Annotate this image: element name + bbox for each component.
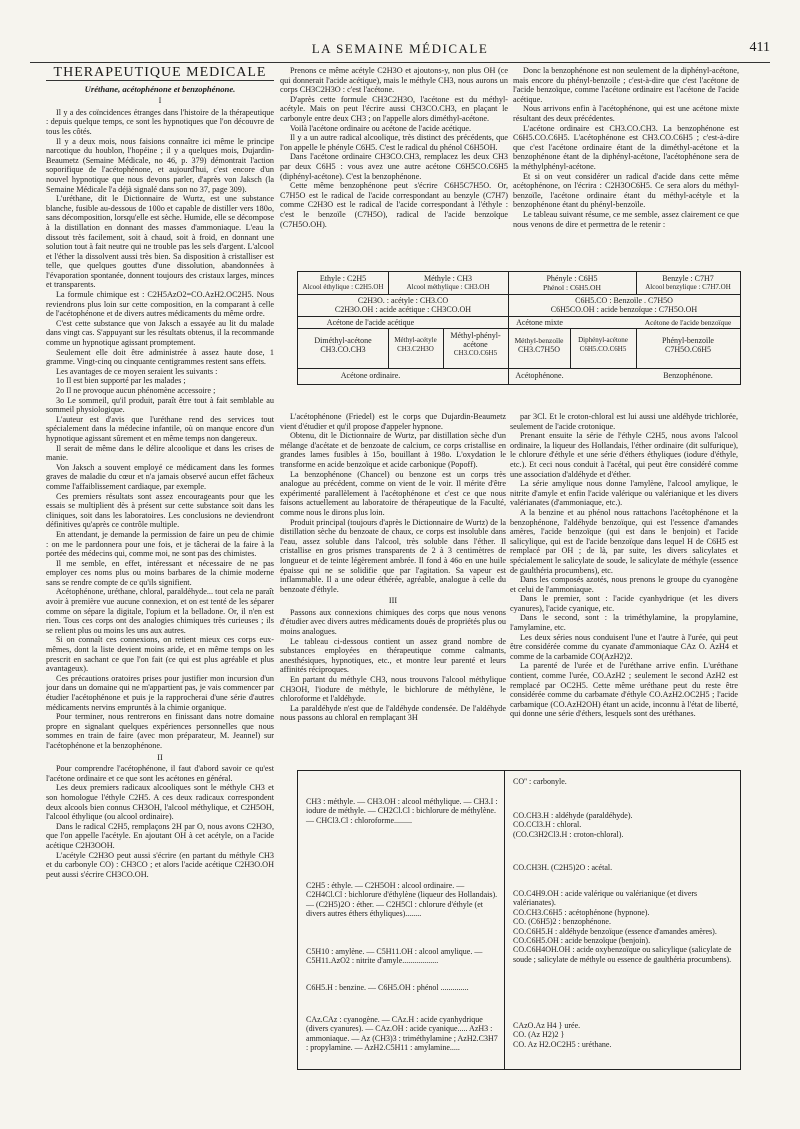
paragraph: Les avantages de ce moyen seraient les suivants : bbox=[56, 366, 218, 376]
paragraph: L'acétone ordinaire est CH3.CO.CH3. La benzophénone est C6H5.CO.C6H5. L'acétophénone est CH3.CO.C6H5 ; c'est-à-dire que c'est l'acétone ordinaire étant de la diméthyl-acétone et la benzophénone étant de la diphényl-acétone, l'acétophénone sera de la méthylphényl-acétone. bbox=[513, 123, 739, 171]
paragraph: La série amylique nous donne l'amylène, l'alcool amylique, le nitrite d'amyle et enfin l'acide valérique ou valérianique et les divers valérianates (d'ammoniaque, etc.). bbox=[510, 479, 738, 508]
page-number: 411 bbox=[749, 40, 770, 55]
paragraph: Dans le radical C2H5, remplaçons 2H par O, nous avons C2H3O, que l'on appelle l'acétyle. En ajoutant OH à cet acétyle, on a l'acide acétique C2H3OOH. bbox=[46, 821, 274, 850]
paragraph-group bbox=[280, 412, 506, 594]
table-cell: C7H5O.C6H5 bbox=[664, 345, 711, 354]
paragraph: Seulement elle doit être administrée à assez haute dose, 1 gramme. Vingt-cinq ou cinquante centigrammes restent sans effets. bbox=[46, 347, 274, 367]
table-cell: Phényle : C6H5 bbox=[546, 274, 598, 283]
journal-title: LA SEMAINE MÉDICALE bbox=[311, 41, 489, 56]
table-right-half bbox=[505, 771, 740, 1069]
paragraph: Les deux séries nous conduisent l'une et l'autre à l'urée, qui peut être considérée comme du cyanate d'ammoniaque CAz O. AzH4 et comme de la carbamide CO(AzH2)2. bbox=[510, 632, 738, 661]
table-cell: Acétone de l'acide acétique bbox=[326, 318, 415, 327]
paragraph: Il me semble, en effet, intéressant et nécessaire de ne pas employer ces noms plus ou moins barbares de la chimie moderne sans se rendre compte de ce qu'ils signifient. bbox=[46, 558, 274, 587]
table-cell: CH3.CO.C6H5 bbox=[453, 349, 498, 357]
column-middle-bottom bbox=[280, 412, 506, 768]
table-cell: Benzophénone. bbox=[663, 371, 713, 380]
compound-relations-table bbox=[297, 770, 741, 1070]
paragraph: Le tableau suivant résume, ce me semble, assez clairement ce que nous venons de dire et permettra de le retenir : bbox=[513, 209, 739, 229]
paragraph: Dans les composés azotés, nous prenons le groupe du cyanogène et celui de l'ammoniaque. bbox=[510, 575, 738, 594]
paragraph: par 3Cl. Et le croton-chloral est lui aussi une aldéhyde trichlorée, seulement de l'acide crotonique. bbox=[510, 412, 738, 431]
paragraph: Cette même benzophénone peut s'écrire C6H5C7H5O. Or, C7H5O est le radical de l'acide correspondant au benzyle (C7H7) comme C2H3O est le radical de l'acide correspondant à l'éthyle : c'est le benzoïle (C7H5O), radical de l'acide benzoïque (C7H5O.OH). bbox=[280, 181, 508, 229]
paragraph-group bbox=[513, 66, 739, 229]
paragraph: Voilà l'acétone ordinaire ou acétone de l'acide acétique. bbox=[290, 123, 472, 133]
section-number: I bbox=[158, 96, 162, 106]
paragraph: Passons aux connexions chimiques des corps que nous venons d'étudier avec divers autres médicaments doués de propriétés plus ou moins analogues. bbox=[280, 607, 506, 637]
table-cell: Phénol : C6H5.OH bbox=[542, 283, 601, 292]
paragraph: Donc la benzophénone est non seulement de la diphényl-acétone, mais encore du phényl-benzoïle ; c'est-à-dire que c'est l'acétone de l'acide benzoïque, comme l'acétone ordinaire est l'acétone de l'acide acétique. bbox=[513, 66, 739, 104]
table-cell: Alcool méthylique : CH3.OH bbox=[406, 283, 490, 291]
table-entry: C6H5.H : benzine. — C6H5.OH : phénol .............. bbox=[306, 983, 469, 992]
paragraph: Ces premiers résultats sont assez encourageants pour que les essais se multiplient dès à présent sur cette substance soit dans les cliniques, soit dans les laboratoires. Les conclusions ne deviendront définitives qu'après ce contrôle multiple. bbox=[46, 491, 274, 530]
column-left bbox=[46, 66, 274, 1100]
page-header bbox=[30, 40, 770, 63]
table-entry: CH3 : méthyle. — CH3.OH : alcool méthylique. — CH3.I : iodure de méthyle. — CH2Cl.Cl : bichlorure de méthylène. — CHCl3.Cl : chloroforme......... bbox=[306, 797, 498, 825]
article-subtitle: Uréthane, acétophénone et benzophénone. bbox=[84, 83, 236, 94]
table-cell: Méthyle : CH3 bbox=[424, 274, 472, 283]
paragraph: L'auteur est d'avis que l'uréthane rend des services tout spécialement dans la médecine infantile, où on manque encore d'un hypnotique agissant sûrement et en même temps non dangereux. bbox=[46, 414, 274, 443]
table-rule bbox=[298, 294, 740, 295]
table-rule bbox=[298, 368, 740, 369]
paragraph: La formule chimique est : C2H5AzO2=CO.AzH2.OC2H5. Nous reviendrons plus loin sur cette composition, en la comparant à celle de l'acétophénone et de divers autres médicaments du même ordre. bbox=[46, 290, 274, 319]
paragraph: La paraldéhyde n'est que de l'aldéhyde condensée. De l'aldéhyde nous passons au chloral en remplaçant 3H bbox=[280, 703, 506, 723]
table-cell: Acétone de l'acide benzoïque bbox=[644, 318, 732, 327]
acetone-summary-table bbox=[297, 271, 741, 385]
paragraph: Nous arrivons enfin à l'acétophénone, qui est une acétone mixte résultant des deux précédentes. bbox=[513, 104, 739, 123]
paragraph-group bbox=[46, 108, 274, 751]
paragraph: Si on connaît ces connexions, on retient mieux ces corps eux-mêmes, dont la liste devient moins aride, et en même temps on les prescrit en sachant ce que l'on fait (ce qui est plus agréable et plus avantageux). bbox=[46, 635, 274, 674]
table-cell: Acétophénone. bbox=[515, 371, 564, 380]
paragraph: Dans le premier, sont : l'acide cyanhydrique (et les divers cyanures), l'acide cyanique, etc. bbox=[510, 594, 738, 613]
table-cell: Méthyl-benzoïle bbox=[514, 336, 564, 345]
table-entry: CO'' : carbonyle. bbox=[513, 777, 567, 786]
table-rule bbox=[298, 328, 740, 329]
section-title: THÉRAPEUTIQUE MÉDICALE bbox=[46, 68, 274, 81]
paragraph: Pour terminer, nous rentrerons en finissant dans notre domaine propre en signalant quelques expériences personnelles que nous sommes en train de faire (avec mon préparateur, M. Jeannel) sur l'acétophénone et la benzophénone. bbox=[46, 712, 274, 750]
paragraph: L'acétophénone (Friedel) est le corps que Dujardin-Beaumetz vient d'étudier et qu'il propose d'appeler hypnone. bbox=[280, 412, 506, 431]
table-entry: C2H5 : éthyle. — C2H5OH : alcool ordinaire. — C2H4Cl.Cl : bichlorure d'éthylène (liqueur des Hollandais). — (C2H5)2O : éther. — C2H5Cl : chlorure d'éthyle (et divers autres éthers éthyliques)........ bbox=[306, 881, 498, 919]
paragraph: Von Jaksch a souvent employé ce médicament dans les formes graves de maladie du cœur et n'a jamais observé aucun effet fâcheux comme l'affaiblissement cardiaque, par exemple. bbox=[46, 462, 274, 491]
paragraph-group bbox=[280, 66, 508, 229]
paragraph: D'après cette formule CH3C2H3O, l'acétone est du méthyl-acétyle. Mais on peut l'écrire aussi CH3CO.CH3, en plaçant le carbonyle entre deux CH3 ; on l'appelle alors diméthyl-acétone. bbox=[280, 94, 508, 123]
table-cell: Acétone ordinaire. bbox=[340, 371, 401, 380]
paragraph: Ces précautions oratoires prises pour justifier mon incursion d'un jour dans un domaine qui ne m'appartient pas, je vais commencer par étudier l'acétophénone et puis je la rapprocherai d'une série d'autres médicaments nervins empruntés à la chimie organique. bbox=[46, 673, 274, 712]
paragraph: L'acétyle C2H3O peut aussi s'écrire (en partant du méthyle CH3 et du carbonyle CO) : CH3CO ; et alors l'acide acétique C2H3O.OH peut aussi s'écrire CH3CO.OH. bbox=[46, 850, 274, 879]
paragraph-group bbox=[510, 412, 738, 719]
paragraph: A la benzine et au phénol nous rattachons l'acétophénone et la benzophénone, l'aldéhyde benzoïque, qui est l'essence d'amandes amères, l'acide benzoïque (qui est dans le benjoin) et l'acide salicylique, qui est de l'acide benzoïque dans lequel H de C6H5 est remplacé par OH ; de là, par suite, les divers salicylates et spécialement le salicylate de soude, le salicylate de méthyle (essence de gaulthéria procumbens), etc. bbox=[510, 507, 738, 575]
table-cell: C2H3O.OH : acide acétique : CH3CO.OH bbox=[334, 305, 472, 314]
table-cell: Ethyle : C2H5 bbox=[319, 274, 367, 283]
paragraph: Acétophénone, uréthane, chloral, paraldéhyde... tout cela ne paraît avoir à première vue aucune connexion, et on est tenté de les séparer comme on sépare la digitale, l'opium et la belladone. Or, il n'en est rien. Tous ces corps ont des analogies chimiques très curieuses ; ils se relient plus ou moins les uns aux autres. bbox=[46, 587, 274, 635]
paragraph: La benzophénone (Chancel) ou benzone est un corps très analogue au précédent, comme on vient de le voir. Il mérite d'être expérimenté parallèlement à l'acétophénone et c'est ce que nous faisons actuellement au laboratoire de thérapeutique de la Faculté, comme nous le dirons plus loin. bbox=[280, 469, 506, 517]
table-entry: CO.CH3.H : aldéhyde (paraldéhyde). CO.CCl3.H : chloral. (CO.C3H2Cl3.H : croton-chloral). bbox=[513, 811, 633, 839]
table-cell: Diphényl-acétone bbox=[578, 336, 628, 344]
paragraph: 3o Le sommeil, qu'il produit, paraît être tout à fait semblable au sommeil physiologique. bbox=[46, 395, 274, 415]
paragraph: En partant du méthyle CH3, nous trouvons l'alcool méthylique CH3OH, l'iodure de méthyle, le bichlorure de méthylène, le chloroforme et l'aldéhyde. bbox=[280, 675, 506, 704]
paragraph: Produit principal (toujours d'après le Dictionnaire de Wurtz) de la distillation sèche du benzoate de chaux, ce corps est insoluble dans l'eau, assez soluble dans l'alcool, très soluble dans l'éther. Il cristallise en gros prismes transparents de 2 à 3 centimètres de longueur et de teinte légèrement ambrée. Il fond à 46o en une huile épaisse qui ne se solidifie que par l'agitation. Sa vapeur est inflammable. Il a une odeur éthérée, agréable, analogue à celle du benzoate d'éthyle. bbox=[280, 517, 506, 594]
paragraph: C'est cette substance que von Jaksch a essayée au lit du malade dans vingt cas. S'appuyant sur les résultats obtenus, il la recommande comme un hypnotique agissant promptement. bbox=[46, 318, 274, 348]
section-number: II bbox=[157, 752, 163, 762]
paragraph: Et si on veut considérer un radical d'acide dans cette même acétophénone, on l'écrira : C2H3OC6H5. Ce sera alors du méthyl-benzoïle, l'acétone ordinaire étant du méthyl-acétyle et la benzophénone étant du phényl-benzoïle. bbox=[513, 171, 739, 210]
paragraph: L'uréthane, dit le Dictionnaire de Wurtz, est une substance blanche, fusible au-dessous de 100o et capable de distiller vers 180o, sans décomposition, lorsqu'elle est sèche. Humide, elle se décompose à la distillation en donnant des masses d'ammoniaque. L'eau la dissout très facilement, soit à chaud, soit à froid, en donnant une solution tout à fait neutre qui ne trouble pas les sels d'argent. L'alcool et l'éther la dissolvent aussi très bien. Sa disposition à cristalliser est telle, que quelques gouttes d'une dissolution, abandonnées à l'évaporation spontanée, donnent toujours des cristaux larges, minces et transparents. bbox=[46, 194, 274, 290]
table-cell: C6H5CO.OH : acide benzoïque : C7H5O.OH bbox=[550, 305, 698, 314]
table-cell: acétone bbox=[463, 340, 488, 349]
paragraph: La parenté de l'urée et de l'uréthane arrive enfin. L'uréthane contient, comme l'urée, CO.AzH2 ; seulement le second AzH2 est remplacé par OC2H5. Cette même uréthane peut du reste être considérée comme du carbamate d'éthyle CO.AzH2.OC2H5 ; l'acide carbamique (CO.AzH2OH) étant un acide, inconnu à l'état de liberté, qui donne une série d'éthers, lesquels sont des uréthanes. bbox=[510, 661, 738, 719]
table-cell: Diméthyl-acétone bbox=[314, 336, 372, 345]
table-cell: Méthyl-acétyle bbox=[394, 336, 437, 344]
table-cell: C6H5.CO.C6H5 bbox=[579, 345, 627, 353]
table-cell: CH3.C7H5O bbox=[517, 345, 560, 354]
table-cell: C6H5.CO : Benzoïle . C7H5O bbox=[575, 296, 673, 305]
table-cell: C2H3O. : acétyle : CH3.CO bbox=[357, 296, 449, 305]
table-entry: CAzO.Az H4 } urée. CO. (Az H2)2 } CO. Az H2.OC2H5 : uréthane. bbox=[513, 1021, 612, 1049]
paragraph-group bbox=[46, 764, 274, 879]
paragraph: 2o Il ne provoque aucun phénomène accessoire ; bbox=[56, 386, 216, 395]
table-entry: C5H10 : amylène. — C5H11.OH : alcool amylique. — C5H11.AzO2 : nitrite d'amyle.................. bbox=[306, 947, 483, 966]
table-left-half bbox=[298, 771, 505, 1069]
paragraph: Obtenu, dit le Dictionnaire de Wurtz, par distillation sèche d'un mélange d'acétate et de benzoate de calcium, ce corps cristallise en grandes lames fusibles à 15o, bouillant à 198o. L'oxydation le transforme en acide benzoïque et acide carbonique (Popoff). bbox=[280, 431, 506, 469]
table-cell: CH3.CO.CH3 bbox=[320, 345, 366, 354]
paragraph: En attendant, je demande la permission de faire un peu de chimie : on me le pardonnera pour une fois, et je tâcherai de la faire à la portée des médecins qui, comme moi, ne sont pas des chimistes. bbox=[46, 529, 274, 559]
paragraph: Il y a deux mois, nous faisions connaître ici même le principe narcotique du houblon, l'hopéine ; il y a quelques mois, Dujardin-Beaumetz (Semaine Médicale, no 46, p. 379) démontrait l'action soporifique de l'acétophénone, et aujourd'hui, c'est encore d'un nouvel hypnotique que nous devons parler, d'après von Jaksch (la Semaine Médicale l'a déjà signalé dans son no 37, page 309). bbox=[46, 136, 274, 194]
paragraph-group bbox=[280, 608, 506, 723]
table-entry: CAz.CAz : cyanogène. — CAz.H : acide cyanhydrique (divers cyanures). — CAz.OH : acide cyanique..... AzH3 : ammoniaque. — Az (CH3)3 : triméthylamine ; AzH2.C3H7 : propylamine. — AzH2.C5H11 : amylamine..... bbox=[306, 1015, 498, 1053]
table-cell: Phényl-benzoïle bbox=[662, 336, 714, 345]
table-entry: CO.C4H9.OH : acide valérique ou valérianique (et divers valérianates). CO.CH3.C6H5 : acétophénone (hypnone). CO. (C6H5)2 : benzophénone. CO.C6H5.H : aldéhyde benzoïque (essence d'amandes amères). CO.C6H5.OH : acide benzoïque (benjoin). CO.C6H4OH.OH : acide oxybenzoïque ou salicylique (salicylate de soude ; salicylate de méthyle ou essence de gaulthéria procumbens). bbox=[513, 889, 732, 964]
section-number: III bbox=[388, 596, 398, 606]
table-rule bbox=[298, 316, 740, 317]
paragraph: 1o Il est bien supporté par les malades ; bbox=[56, 376, 186, 386]
table-cell: CH3.C2H3O bbox=[397, 345, 434, 353]
paragraph: Dans le second, sont : la triméthylamine, la propylamine, l'amylamine, etc. bbox=[510, 613, 738, 633]
paragraph: Prenant ensuite la série de l'éthyle C2H5, nous avons l'alcool ordinaire, la liqueur des Hollandais, l'éther ordinaire (dit sulfurique), le chlorure d'éthyle et une série d'éthers éthyliques (iodure d'éthyle, etc.). Et ceci nous conduit à l'acétal, qui peut être considéré comme une association d'aldéhyde et d'éther. bbox=[510, 431, 738, 479]
table-cell: Acétone mixte bbox=[516, 318, 563, 327]
table-cell: Alcool éthylique : C2H5.OH bbox=[302, 283, 384, 291]
paragraph: Le tableau ci-dessous contient un assez grand nombre de substances employées en thérapeutique comme calmants, anesthésiques, hypnotiques, etc., et montre leur parenté et leurs affinités réciproques. bbox=[280, 636, 506, 675]
paragraph: Dans l'acétone ordinaire CH3CO.CH3, remplacez les deux CH3 par deux C6H5 : vous avez une autre acétone C6H5CO.C6H5 (diphényl-acétone). C'est la benzophénone. bbox=[280, 152, 508, 181]
column-right-bottom bbox=[510, 412, 738, 768]
paragraph: Pour comprendre l'acétophénone, il faut d'abord savoir ce qu'est l'acétone ordinaire et ce que sont les acétones en général. bbox=[46, 764, 274, 783]
paragraph: Les deux premiers radicaux alcooliques sont le méthyle CH3 et son homologue l'éthyle C2H5. A ces deux radicaux correspondent deux alcools bien connus CH3OH, l'alcool méthylique, et C2H5OH, l'alcool éthylique (ou alcool ordinaire). bbox=[46, 783, 274, 822]
paragraph: Prenons ce même acétyle C2H3O et ajoutons-y, non plus OH (ce qui donnerait l'acide acétique), mais le méthyle CH3, nous aurons un corps CH3C2H3O : c'est l'acétone. bbox=[280, 66, 508, 95]
table-cell: Méthyl-phényl- bbox=[450, 331, 501, 340]
paragraph: Il serait de même dans le délire alcoolique et dans les crises de manie. bbox=[46, 443, 274, 463]
paragraph: Il y a un autre radical alcoolique, très distinct des précédents, que l'on appelle le phényle C6H5. C'est le radical du phénol C6H5OH. bbox=[280, 133, 508, 152]
table-cell: Benzyle : C7H7 bbox=[662, 274, 714, 283]
paragraph: Il y a des coïncidences étranges dans l'histoire de la thérapeutique : depuis quelque temps, ce sont les hypnotiques que l'on découvre de tous les côtés. bbox=[46, 107, 274, 136]
table-cell: Alcool benzylique : C7H7.OH bbox=[645, 283, 731, 291]
table-entry: CO.CH3H. (C2H5)2O : acétal. bbox=[513, 863, 613, 872]
